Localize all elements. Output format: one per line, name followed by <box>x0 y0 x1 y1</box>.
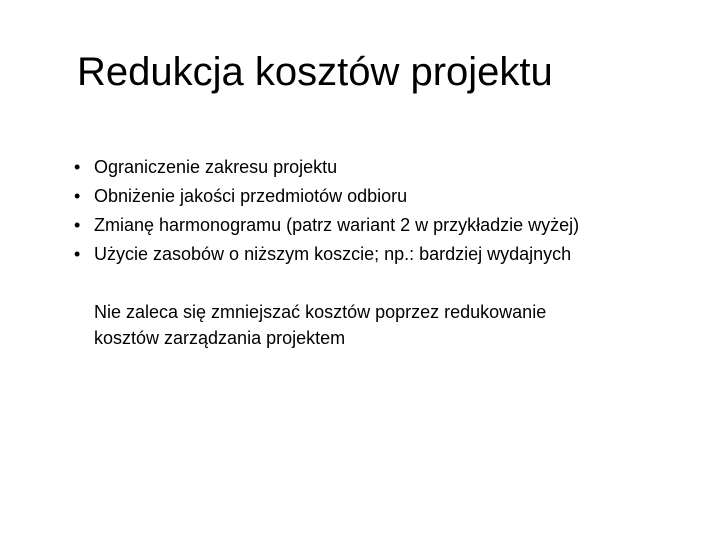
bullet-icon: • <box>74 215 81 235</box>
list-item <box>74 240 579 269</box>
list-item <box>74 153 579 182</box>
bullet-list <box>74 153 579 269</box>
bullet-icon: • <box>74 157 81 177</box>
bullet-icon: • <box>74 186 81 206</box>
list-item <box>74 211 579 240</box>
slide-title: Redukcja kosztów projektu <box>77 50 553 94</box>
bullet-text: Obniżenie jakości przedmiotów odbioru <box>94 186 408 206</box>
bullet-text: Ograniczenie zakresu projektu <box>94 157 338 177</box>
bullet-text: Zmianę harmonogramu (patrz wariant 2 w przykładzie wyżej) <box>94 215 580 235</box>
note-line: kosztów zarządzania projektem <box>94 328 346 348</box>
bullet-text: Użycie zasobów o niższym koszcie; np.: bardziej wydajnych <box>94 244 572 264</box>
list-item <box>74 182 579 211</box>
note-line: Nie zaleca się zmniejszać kosztów poprzez redukowanie <box>94 302 547 322</box>
note-paragraph <box>94 299 654 351</box>
bullet-icon: • <box>74 244 81 264</box>
